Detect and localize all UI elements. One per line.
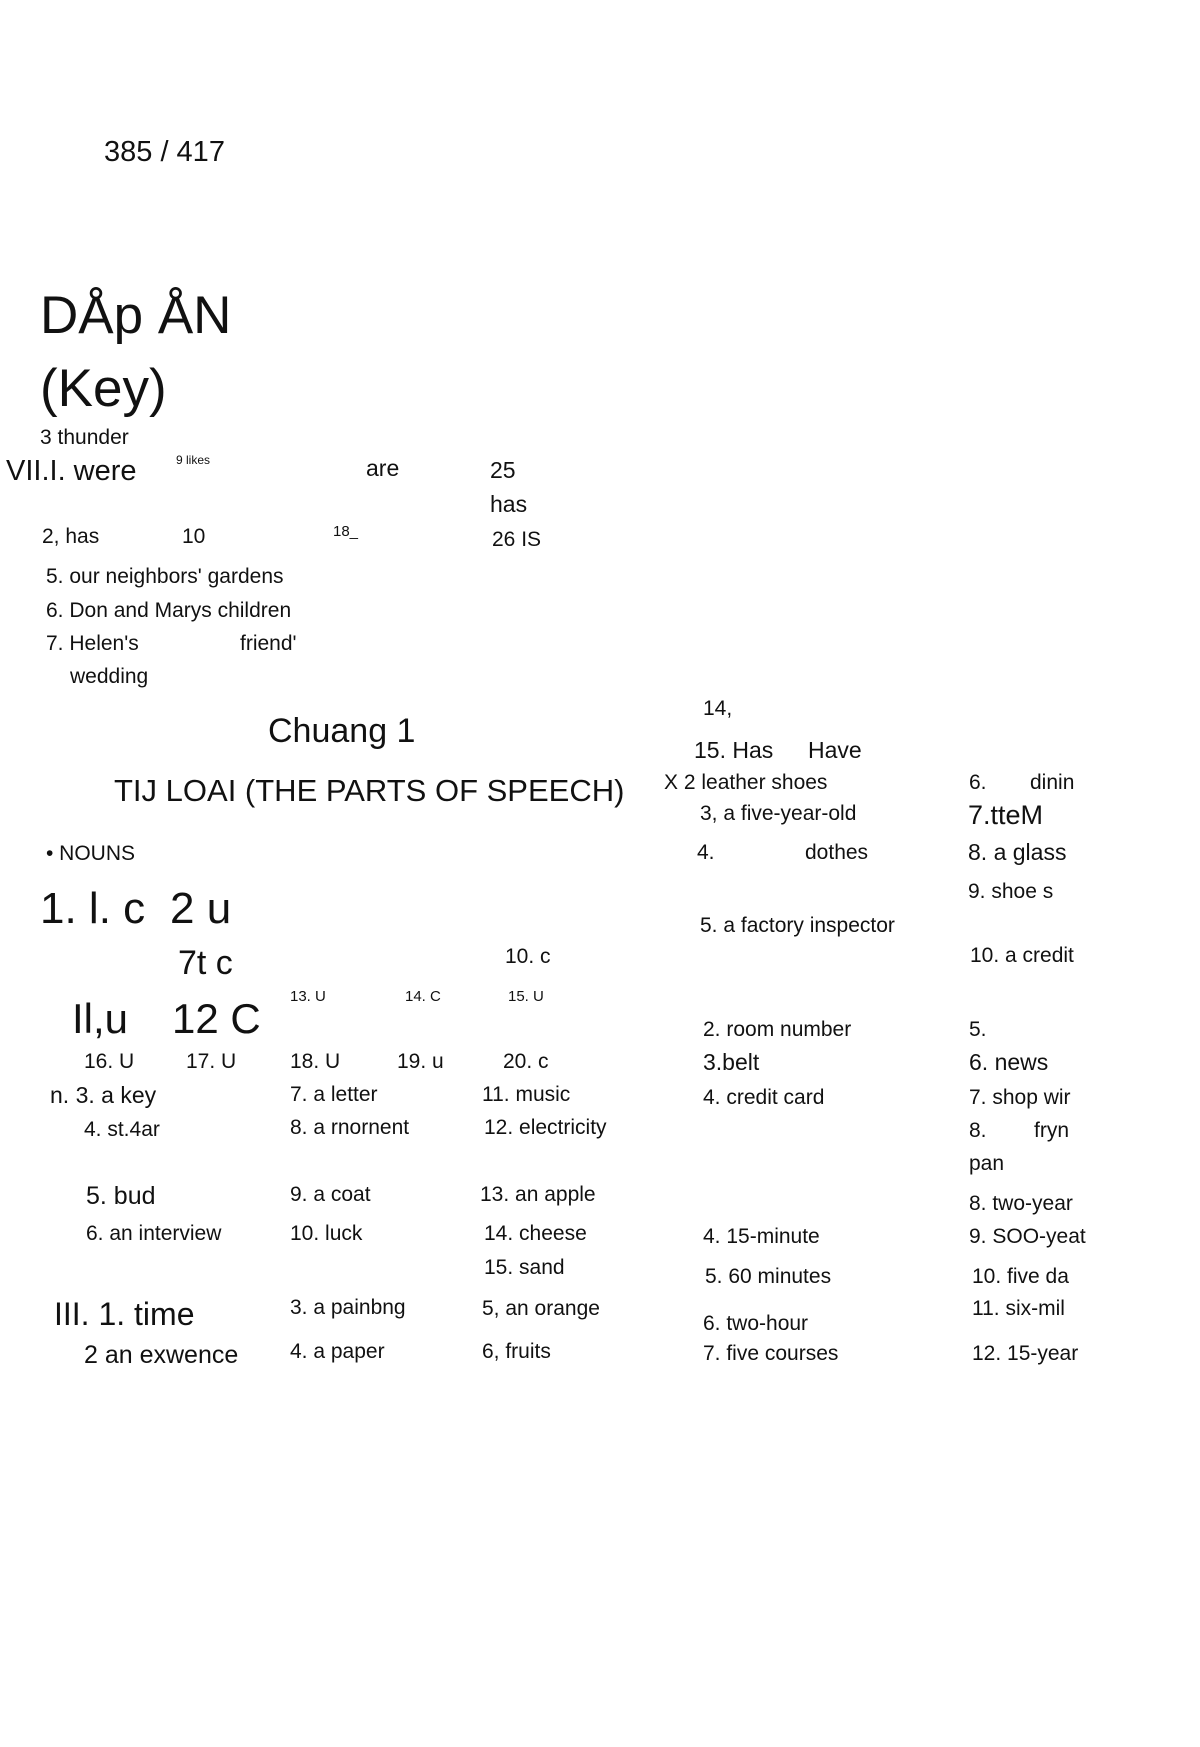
- answer-20: 20. c: [503, 1050, 549, 1073]
- answer-item-7a: 7. Helen's: [46, 632, 139, 655]
- answer-were: VII.I. were: [6, 455, 137, 487]
- answer-likes: 9 likes: [176, 453, 211, 467]
- answer-10: 10: [182, 525, 206, 548]
- list-item: 15. sand: [484, 1256, 565, 1279]
- answer-14: 14. C: [405, 988, 441, 1005]
- answer-belt: 3.belt: [703, 1049, 760, 1075]
- answer-factory-inspector: 5. a factory inspector: [700, 914, 895, 937]
- answer-12: 12 C: [172, 995, 261, 1042]
- answer-18-u: 18. U: [290, 1050, 341, 1073]
- answer-7: 7t c: [178, 944, 233, 982]
- chapter-subtitle: TIJ LOAI (THE PARTS OF SPEECH): [114, 773, 625, 808]
- heading-line-2: (Key): [40, 359, 167, 418]
- list-item: 9. a coat: [290, 1183, 371, 1206]
- list-item: 11. music: [482, 1083, 571, 1106]
- answer-16: 16. U: [84, 1050, 135, 1073]
- answer-frying: fryn: [1034, 1119, 1070, 1142]
- heading-line-1: DÅp ÅN: [40, 286, 232, 345]
- list-item: 6. an interview: [86, 1222, 222, 1245]
- list-item: n. 3. a key: [50, 1082, 157, 1108]
- nouns-bullet: • NOUNS: [46, 842, 136, 865]
- answer-credit-far: 10. a credit: [970, 944, 1074, 967]
- answer-experience: 2 an exwence: [84, 1341, 239, 1369]
- page-counter: 385 / 417: [104, 136, 225, 168]
- answer-14-right: 14,: [703, 697, 733, 720]
- answer-19: 19. u: [397, 1050, 444, 1073]
- answer-25: 25: [490, 457, 516, 483]
- answer-2: 2 u: [170, 884, 232, 933]
- answer-news: 6. news: [969, 1049, 1049, 1075]
- answer-five-courses: 7. five courses: [703, 1342, 839, 1365]
- list-item: 8. a rnornent: [290, 1116, 410, 1139]
- answer-two-hour: 6. two-hour: [703, 1312, 809, 1335]
- answer-dining: dinin: [1030, 771, 1075, 794]
- answer-painting: 3. a painbng: [290, 1296, 406, 1319]
- answer-leather-shoes: X 2 leather shoes: [664, 771, 828, 794]
- list-item: 12. electricity: [484, 1116, 607, 1139]
- list-item: 10. luck: [290, 1222, 363, 1245]
- answer-15-year: 12. 15-year: [972, 1342, 1079, 1365]
- answer-orange: 5, an orange: [482, 1297, 600, 1320]
- answer-fruits: 6, fruits: [482, 1340, 551, 1363]
- answer-item-5: 5. our neighbors' gardens: [46, 565, 284, 588]
- answer-have: Have: [808, 737, 862, 763]
- answer-8-far: 8.: [969, 1119, 987, 1142]
- answer-thunder: 3 thunder: [40, 426, 129, 449]
- answer-15-minute: 4. 15-minute: [703, 1225, 820, 1248]
- chapter-title: Chuang 1: [268, 712, 416, 750]
- list-item: 14. cheese: [484, 1222, 587, 1245]
- answer-are: are: [366, 455, 400, 481]
- answer-10-c: 10. c: [505, 945, 551, 968]
- answer-glass: 8. a glass: [968, 839, 1067, 865]
- answer-6-far: 6.: [969, 771, 987, 794]
- answer-two-year: 8. two-year: [969, 1192, 1073, 1215]
- answer-five-year-old: 3, a five-year-old: [700, 802, 857, 825]
- answer-4: 4.: [697, 841, 715, 864]
- answer-17: 17. U: [186, 1050, 237, 1073]
- answer-18: 18_: [333, 523, 359, 540]
- answer-item-7-far: 7.tteM: [968, 800, 1044, 830]
- answer-item-7c: wedding: [70, 665, 149, 688]
- answer-11: Il,u: [72, 995, 129, 1042]
- answer-26: 26 IS: [492, 528, 542, 551]
- answer-has-right: has: [490, 491, 528, 517]
- answer-15: 15. U: [508, 988, 544, 1005]
- answer-six-mile: 11. six-mil: [972, 1297, 1065, 1320]
- answer-shoes: 9. shoe s: [968, 880, 1054, 903]
- answer-5-far: 5.: [969, 1018, 987, 1041]
- answer-pan: pan: [969, 1152, 1005, 1175]
- list-item: 5. bud: [86, 1182, 156, 1210]
- list-item: 7. a letter: [290, 1083, 378, 1106]
- answer-paper: 4. a paper: [290, 1340, 385, 1363]
- list-item: 4. st.4ar: [84, 1118, 160, 1141]
- answer-has-15: 15. Has: [694, 737, 774, 763]
- answer-1: 1. l. c: [40, 884, 146, 933]
- answer-clothes: dothes: [805, 841, 869, 864]
- answer-13: 13. U: [290, 988, 326, 1005]
- answer-five-day: 10. five da: [972, 1265, 1069, 1288]
- answer-500-year: 9. SOO-yeat: [969, 1225, 1086, 1248]
- answer-60-minutes: 5. 60 minutes: [705, 1265, 832, 1288]
- answer-item-7b: friend': [240, 632, 297, 655]
- answer-has-2: 2, has: [42, 525, 100, 548]
- answer-item-6: 6. Don and Marys children: [46, 599, 292, 622]
- answer-shop-window: 7. shop wir: [969, 1086, 1071, 1109]
- answer-credit-card: 4. credit card: [703, 1086, 825, 1109]
- list-item: 13. an apple: [480, 1183, 596, 1206]
- answer-time: III. 1. time: [54, 1296, 195, 1332]
- answer-room-number: 2. room number: [703, 1018, 852, 1041]
